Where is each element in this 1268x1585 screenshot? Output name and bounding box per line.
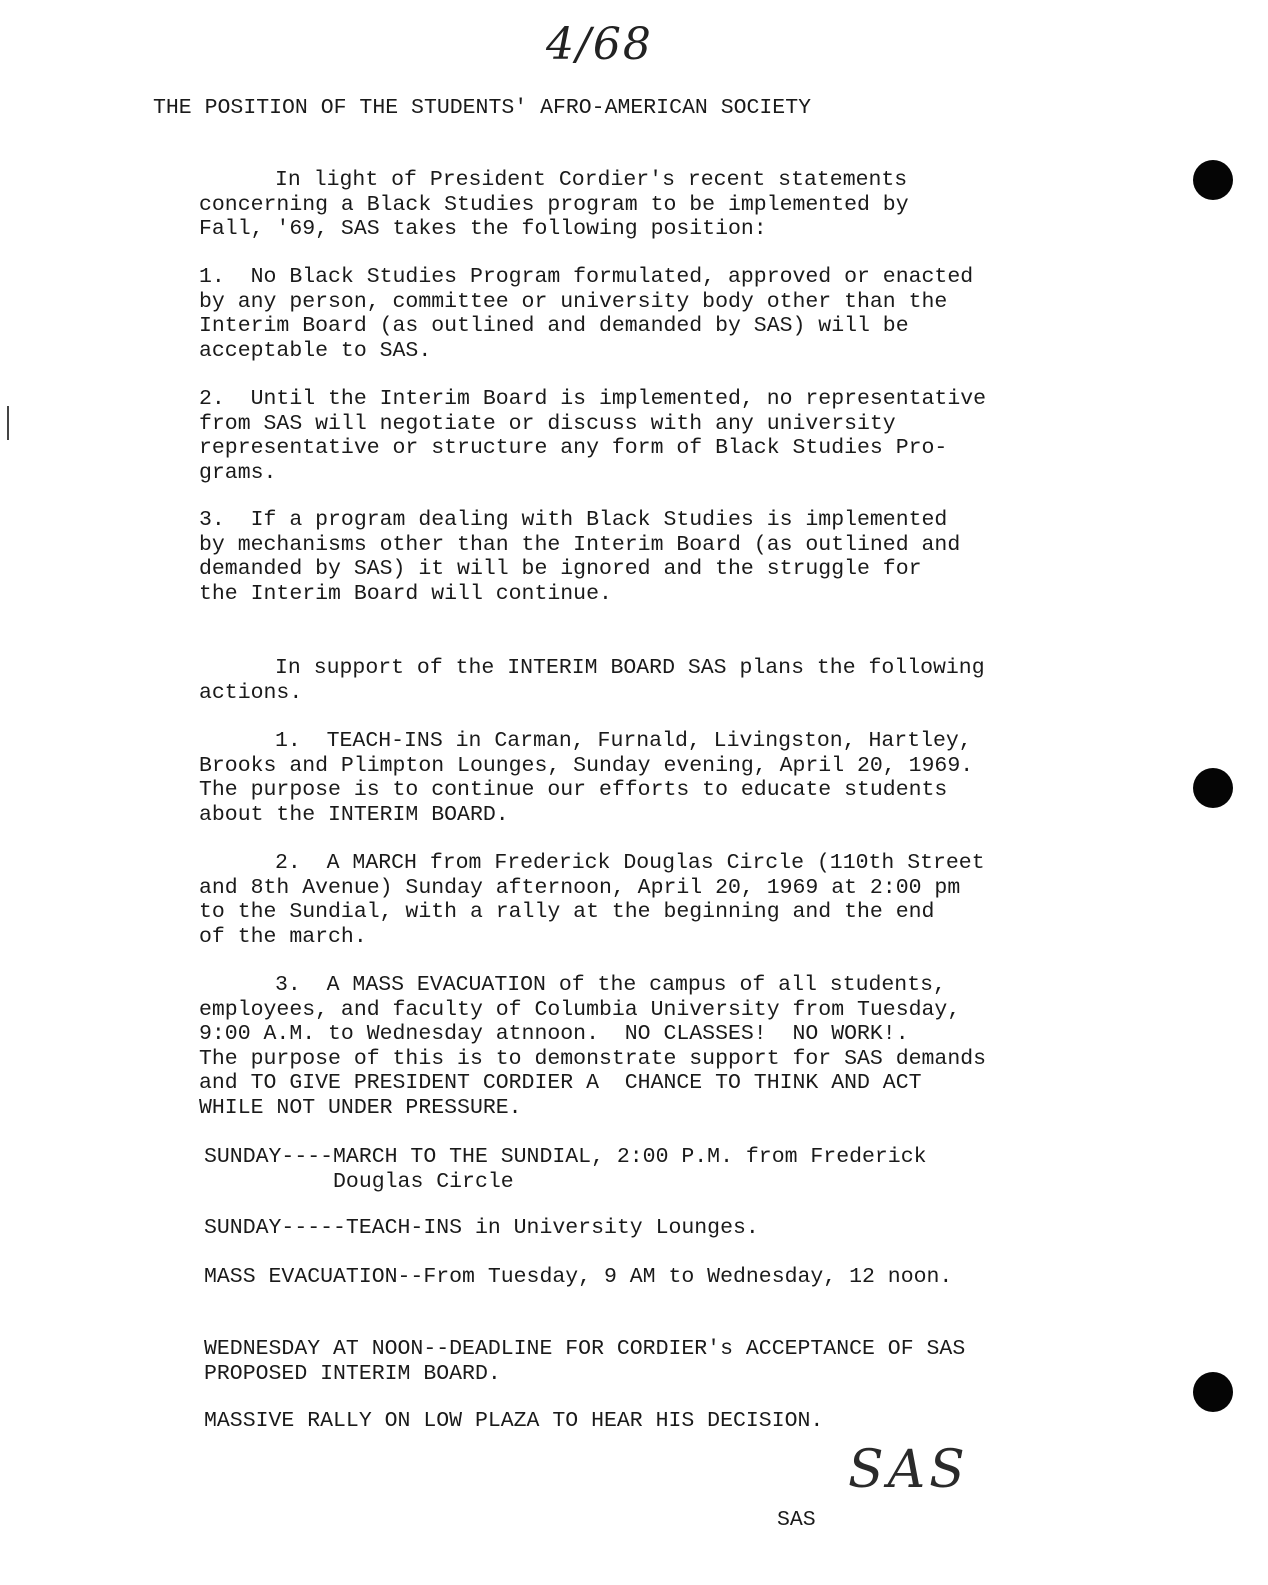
action-item-2-text: 2. A MARCH from Frederick Douglas Circle (110th Street and 8th Avenue) Sunday afternoon, April 20, 1969 at 2:00 pm to the Sundial, with a rally at the beginning and the end of the march.: [199, 851, 985, 949]
typed-signature: SAS: [777, 1508, 816, 1532]
position-item-1: 1. No Black Studies Program formulated, approved or enacted by any person, committee or university body other than the Interim Board (as outlined and demanded by SAS) will be acceptable to SAS.: [199, 265, 974, 363]
punch-hole-bottom: [1193, 1372, 1233, 1412]
position-item-2: 2. Until the Interim Board is implemented, no representative from SAS will negotiate or discuss with any university representative or structure any form of Black Studies Pro- grams.: [199, 387, 987, 485]
position-item-3: 3. If a program dealing with Black Studies is implemented by mechanisms other than the Interim Board (as outlined and demanded by SAS) it will be ignored and the struggle for the Interim Board will continue.: [199, 508, 961, 606]
document-title: THE POSITION OF THE STUDENTS' AFRO-AMERICAN SOCIETY: [153, 96, 812, 120]
rally-notice: MASSIVE RALLY ON LOW PLAZA TO HEAR HIS DECISION.: [204, 1409, 824, 1433]
punch-hole-top: [1193, 160, 1233, 200]
action-item-2: [199, 851, 985, 949]
margin-mark: [7, 406, 9, 440]
punch-hole-middle: [1193, 768, 1233, 808]
action-item-1-text: 1. TEACH-INS in Carman, Furnald, Livingston, Hartley, Brooks and Plimpton Lounges, Sunday evening, April 20, 1969. The purpose is to continue our efforts to educate students about the INTERIM BOARD.: [199, 729, 974, 827]
action-item-3: [199, 973, 986, 1120]
support-intro-paragraph: [199, 656, 985, 705]
intro-paragraph: [199, 168, 909, 242]
action-item-3-text: 3. A MASS EVACUATION of the campus of all students, employees, and faculty of Columbia University from Tuesday, 9:00 A.M. to Wednesday atnnoon. NO CLASSES! NO WORK!. The purpose of this is to demonstrate support for SAS demands and TO GIVE PRESIDENT CORDIER A CHANCE TO THINK AND ACT WHILE NOT UNDER PRESSURE.: [199, 973, 987, 1120]
handwritten-date: 4/68: [546, 19, 653, 70]
handwritten-signature: SAS: [848, 1440, 969, 1500]
deadline-notice: WEDNESDAY AT NOON--DEADLINE FOR CORDIER's ACCEPTANCE OF SAS PROPOSED INTERIM BOARD.: [204, 1337, 966, 1386]
intro-text: In light of President Cordier's recent statements concerning a Black Studies program to be implemented by Fall, '69, SAS takes the following position:: [199, 168, 909, 241]
schedule-item-3: MASS EVACUATION--From Tuesday, 9 AM to Wednesday, 12 noon.: [204, 1265, 953, 1289]
schedule-item-2: SUNDAY-----TEACH-INS in University Lounges.: [204, 1216, 759, 1240]
action-item-1: [199, 729, 973, 827]
schedule-item-1: SUNDAY----MARCH TO THE SUNDIAL, 2:00 P.M. from Frederick Douglas Circle: [204, 1145, 927, 1194]
support-intro-text: In support of the INTERIM BOARD SAS plans the following actions.: [199, 656, 985, 705]
